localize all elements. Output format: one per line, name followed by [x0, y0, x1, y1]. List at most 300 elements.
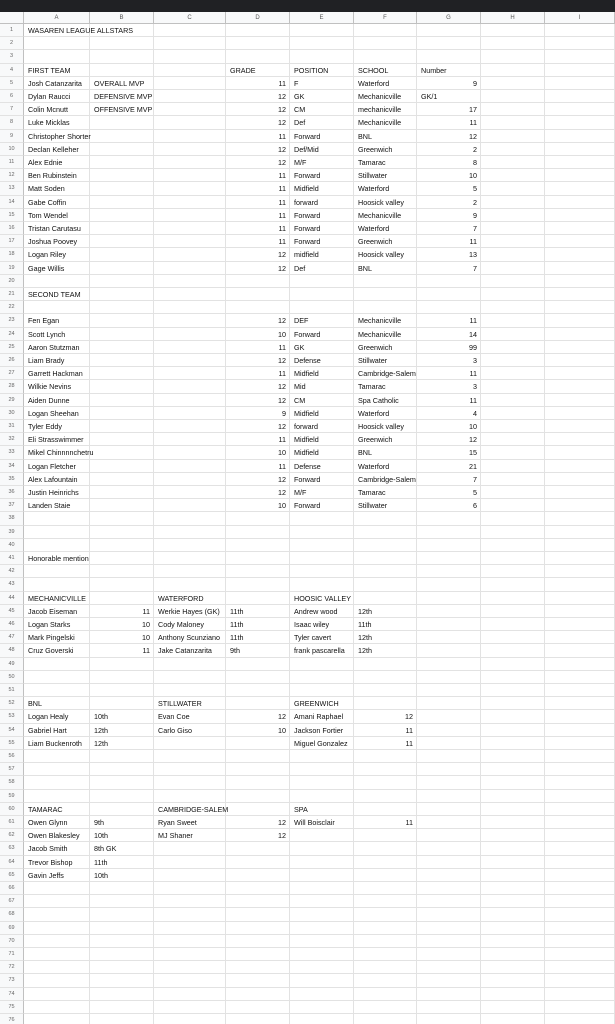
- row-header[interactable]: 14: [0, 196, 24, 209]
- row-header[interactable]: 67: [0, 895, 24, 908]
- cell-e30[interactable]: Midfield: [294, 408, 319, 418]
- cell-g6[interactable]: GK/1: [421, 92, 438, 101]
- cell-a12[interactable]: Ben Rubinstein: [28, 171, 77, 181]
- row-header[interactable]: 7: [0, 103, 24, 116]
- row-header[interactable]: 43: [0, 578, 24, 591]
- cell-c44[interactable]: WATERFORD: [158, 593, 204, 603]
- cell-b46[interactable]: 10: [142, 620, 150, 629]
- cell-c61[interactable]: Ryan Sweet: [158, 818, 197, 827]
- grid-row[interactable]: [24, 262, 615, 275]
- cell-g17[interactable]: 11: [469, 237, 477, 247]
- grid-row[interactable]: [24, 248, 615, 261]
- grid-row[interactable]: [24, 935, 615, 948]
- cell-g30[interactable]: 4: [473, 408, 477, 418]
- grid-row[interactable]: [24, 552, 615, 565]
- cell-d16[interactable]: 11: [278, 224, 286, 233]
- cell-a29[interactable]: Aiden Dunne: [28, 395, 70, 405]
- cell-b54[interactable]: 12th: [94, 725, 108, 735]
- row-header[interactable]: 45: [0, 605, 24, 618]
- grid-row[interactable]: [24, 974, 615, 987]
- cell-d23[interactable]: 12: [278, 316, 286, 326]
- grid-row[interactable]: [24, 539, 615, 552]
- cell-e17[interactable]: Forward: [294, 237, 321, 247]
- cell-f18[interactable]: Hoosick valley: [358, 250, 404, 260]
- row-header[interactable]: 38: [0, 512, 24, 525]
- cell-f28[interactable]: Tamarac: [358, 382, 386, 392]
- cell-d31[interactable]: 12: [278, 422, 286, 431]
- row-header[interactable]: 46: [0, 618, 24, 631]
- column-header-f[interactable]: F: [354, 12, 417, 24]
- row-header[interactable]: 39: [0, 526, 24, 539]
- row-header[interactable]: 19: [0, 262, 24, 275]
- cell-a13[interactable]: Matt Soden: [28, 184, 65, 194]
- cell-e31[interactable]: forward: [294, 422, 318, 431]
- cell-d36[interactable]: 12: [278, 488, 286, 497]
- cell-a1[interactable]: WASAREN LEAGUE ALLSTARS: [28, 26, 134, 35]
- cell-d62[interactable]: 12: [278, 831, 286, 841]
- cell-b64[interactable]: 11th: [94, 857, 108, 867]
- row-header[interactable]: 13: [0, 182, 24, 195]
- cell-g25[interactable]: 99: [469, 342, 477, 352]
- row-header[interactable]: 64: [0, 856, 24, 869]
- cell-f27[interactable]: Cambridge-Salem: [358, 369, 416, 379]
- grid-row[interactable]: [24, 803, 615, 816]
- cell-a30[interactable]: Logan Sheehan: [28, 408, 79, 418]
- cell-d47[interactable]: 11th: [230, 633, 244, 643]
- cell-e6[interactable]: GK: [294, 92, 305, 101]
- cell-d46[interactable]: 11th: [230, 620, 244, 629]
- cell-a17[interactable]: Joshua Poovey: [28, 237, 78, 247]
- cell-c48[interactable]: Jake Catanzarita: [158, 646, 212, 656]
- cell-e53[interactable]: Amani Raphael: [294, 712, 344, 722]
- row-header[interactable]: 29: [0, 394, 24, 407]
- cell-b47[interactable]: 10: [142, 633, 150, 643]
- row-header[interactable]: 74: [0, 988, 24, 1001]
- cell-d27[interactable]: 11: [278, 369, 286, 379]
- cell-b55[interactable]: 12th: [94, 738, 108, 748]
- cell-f11[interactable]: Tamarac: [358, 158, 386, 167]
- row-header[interactable]: 36: [0, 486, 24, 499]
- row-header[interactable]: 25: [0, 341, 24, 354]
- cell-a5[interactable]: Josh Catanzarita: [28, 78, 82, 88]
- column-header-a[interactable]: A: [24, 12, 90, 24]
- cell-f12[interactable]: Stillwater: [358, 171, 388, 181]
- cell-e10[interactable]: Def/Mid: [294, 144, 319, 154]
- row-header[interactable]: 47: [0, 631, 24, 644]
- row-header[interactable]: 53: [0, 710, 24, 723]
- cell-a45[interactable]: Jacob Eiseman: [28, 606, 78, 616]
- cell-g8[interactable]: 11: [469, 118, 477, 128]
- grid-row[interactable]: [24, 578, 615, 591]
- row-header[interactable]: 1: [0, 24, 24, 37]
- cell-f24[interactable]: Mechanicville: [358, 329, 402, 339]
- cell-a64[interactable]: Trevor Bishop: [28, 857, 73, 867]
- cell-d5[interactable]: 11: [278, 78, 286, 88]
- cell-f23[interactable]: Mechanicville: [358, 316, 402, 326]
- cell-f30[interactable]: Waterford: [358, 408, 390, 418]
- row-header[interactable]: 31: [0, 420, 24, 433]
- cell-g26[interactable]: 3: [473, 356, 477, 365]
- cell-a16[interactable]: Tristan Carutasu: [28, 224, 81, 233]
- row-header[interactable]: 21: [0, 288, 24, 301]
- grid-row[interactable]: [24, 776, 615, 789]
- cell-d48[interactable]: 9th: [230, 646, 240, 656]
- column-header-g[interactable]: G: [417, 12, 481, 24]
- cell-d29[interactable]: 12: [278, 395, 286, 405]
- row-header[interactable]: 54: [0, 724, 24, 737]
- row-header[interactable]: 70: [0, 935, 24, 948]
- cell-b53[interactable]: 10th: [94, 712, 108, 722]
- grid-row[interactable]: [24, 922, 615, 935]
- cell-e5[interactable]: F: [294, 78, 299, 88]
- cell-f54[interactable]: 11: [405, 725, 413, 735]
- cell-g23[interactable]: 11: [469, 316, 477, 326]
- grid-row[interactable]: [24, 341, 615, 354]
- grid-row[interactable]: [24, 182, 615, 195]
- row-header[interactable]: 71: [0, 948, 24, 961]
- row-header[interactable]: 73: [0, 974, 24, 987]
- cell-a24[interactable]: Scott Lynch: [28, 329, 66, 339]
- cell-b65[interactable]: 10th: [94, 870, 108, 880]
- cell-g15[interactable]: 9: [473, 210, 477, 220]
- cell-f35[interactable]: Cambridge-Salem: [358, 474, 416, 484]
- grid-row[interactable]: [24, 314, 615, 327]
- row-header[interactable]: 33: [0, 446, 24, 459]
- cell-e18[interactable]: midfield: [294, 250, 319, 260]
- cell-a34[interactable]: Logan Fletcher: [28, 461, 76, 471]
- row-header[interactable]: 18: [0, 248, 24, 261]
- grid-row[interactable]: [24, 433, 615, 446]
- cell-c62[interactable]: MJ Shaner: [158, 831, 193, 841]
- cell-b7[interactable]: OFFENSIVE MVP: [94, 105, 153, 115]
- cell-f46[interactable]: 11th: [358, 620, 372, 629]
- row-header[interactable]: 6: [0, 90, 24, 103]
- cell-e23[interactable]: DEF: [294, 316, 309, 326]
- row-header[interactable]: 17: [0, 235, 24, 248]
- cell-e26[interactable]: Defense: [294, 356, 321, 365]
- cell-d54[interactable]: 10: [278, 725, 286, 735]
- cell-d14[interactable]: 11: [278, 197, 286, 207]
- cell-f61[interactable]: 11: [405, 818, 413, 827]
- grid-row[interactable]: [24, 37, 615, 50]
- cell-g35[interactable]: 7: [473, 474, 477, 484]
- cell-d18[interactable]: 12: [278, 250, 286, 260]
- cell-e25[interactable]: GK: [294, 342, 305, 352]
- grid-row[interactable]: [24, 196, 615, 209]
- row-header[interactable]: 59: [0, 790, 24, 803]
- grid-row[interactable]: [24, 156, 615, 169]
- cell-a9[interactable]: Christopher Shorter: [28, 131, 91, 141]
- cell-g7[interactable]: 17: [469, 105, 477, 115]
- grid-row[interactable]: [24, 671, 615, 684]
- cell-e19[interactable]: Def: [294, 263, 306, 273]
- row-header[interactable]: 48: [0, 644, 24, 657]
- grid-row[interactable]: [24, 275, 615, 288]
- grid-row[interactable]: [24, 763, 615, 776]
- row-header[interactable]: 27: [0, 367, 24, 380]
- cell-e7[interactable]: CM: [294, 105, 306, 115]
- cell-a33[interactable]: Mikel Chinnnnchetru: [28, 448, 94, 458]
- grid-row[interactable]: [24, 367, 615, 380]
- cell-a37[interactable]: Landen Staie: [28, 501, 71, 511]
- cell-e32[interactable]: Midfield: [294, 435, 319, 445]
- cell-e48[interactable]: frank pascarella: [294, 646, 345, 656]
- row-header[interactable]: 62: [0, 829, 24, 842]
- row-header[interactable]: 68: [0, 908, 24, 921]
- cell-a47[interactable]: Mark Pingelski: [28, 633, 75, 643]
- cell-e15[interactable]: Forward: [294, 210, 321, 220]
- cell-a19[interactable]: Gage Willis: [28, 263, 65, 273]
- row-header[interactable]: 11: [0, 156, 24, 169]
- cell-a7[interactable]: Colin Mcnutt: [28, 105, 68, 115]
- cell-g19[interactable]: 7: [473, 263, 477, 273]
- cell-a18[interactable]: Logan Riley: [28, 250, 66, 260]
- cell-g36[interactable]: 5: [473, 488, 477, 497]
- cell-b48[interactable]: 11: [142, 646, 150, 656]
- cell-f17[interactable]: Greenwich: [358, 237, 393, 247]
- cell-d8[interactable]: 12: [278, 118, 286, 128]
- cell-b5[interactable]: OVERALL MVP: [94, 78, 145, 88]
- row-header[interactable]: 24: [0, 328, 24, 341]
- row-header[interactable]: 35: [0, 473, 24, 486]
- cell-e35[interactable]: Forward: [294, 474, 321, 484]
- grid-row[interactable]: [24, 829, 615, 842]
- cell-a41[interactable]: Honorable mention: [28, 554, 89, 563]
- grid-row[interactable]: [24, 526, 615, 539]
- cell-f14[interactable]: Hoosick valley: [358, 197, 404, 207]
- row-header[interactable]: 8: [0, 116, 24, 129]
- cell-f33[interactable]: BNL: [358, 448, 372, 458]
- grid-row[interactable]: [24, 882, 615, 895]
- grid-row[interactable]: [24, 1001, 615, 1014]
- cell-a27[interactable]: Garrett Hackman: [28, 369, 83, 379]
- cell-f16[interactable]: Waterford: [358, 224, 390, 233]
- cell-e61[interactable]: Will Boisclair: [294, 818, 335, 827]
- cell-d35[interactable]: 12: [278, 474, 286, 484]
- row-header[interactable]: 50: [0, 671, 24, 684]
- cell-f25[interactable]: Greenwich: [358, 342, 393, 352]
- cell-e37[interactable]: Forward: [294, 501, 321, 511]
- row-header[interactable]: 3: [0, 50, 24, 63]
- grid-row[interactable]: [24, 908, 615, 921]
- cell-a21[interactable]: SECOND TEAM: [28, 290, 81, 299]
- cell-f34[interactable]: Waterford: [358, 461, 390, 471]
- cell-g34[interactable]: 21: [469, 461, 477, 471]
- cell-a36[interactable]: Justin Heinrichs: [28, 488, 79, 497]
- grid-row[interactable]: [24, 486, 615, 499]
- cell-c54[interactable]: Carlo Giso: [158, 725, 192, 735]
- row-header[interactable]: 40: [0, 539, 24, 552]
- cell-a8[interactable]: Luke Micklas: [28, 118, 70, 128]
- cell-f7[interactable]: mechanicville: [358, 105, 402, 115]
- cell-b45[interactable]: 11: [142, 606, 150, 616]
- cell-a65[interactable]: Gavin Jeffs: [28, 870, 64, 880]
- cell-d10[interactable]: 12: [278, 144, 286, 154]
- cell-g11[interactable]: 8: [473, 158, 477, 167]
- cell-e11[interactable]: M/F: [294, 158, 307, 167]
- row-header[interactable]: 60: [0, 803, 24, 816]
- row-header[interactable]: 28: [0, 380, 24, 393]
- cell-a62[interactable]: Owen Blakesley: [28, 831, 80, 841]
- cell-c45[interactable]: Werkie Hayes (GK): [158, 606, 220, 616]
- row-header[interactable]: 4: [0, 64, 24, 77]
- cell-a35[interactable]: Alex Lafountain: [28, 474, 78, 484]
- row-header[interactable]: 20: [0, 275, 24, 288]
- cell-g9[interactable]: 12: [469, 131, 477, 141]
- cell-e24[interactable]: Forward: [294, 329, 321, 339]
- cell-g31[interactable]: 10: [469, 422, 477, 431]
- cell-g29[interactable]: 11: [469, 395, 477, 405]
- cell-a44[interactable]: MECHANICVILLE: [28, 593, 86, 603]
- grid-row[interactable]: [24, 750, 615, 763]
- row-header[interactable]: 26: [0, 354, 24, 367]
- cell-d11[interactable]: 12: [278, 158, 286, 167]
- grid-row[interactable]: [24, 407, 615, 420]
- cell-e52[interactable]: GREENWICH: [294, 699, 339, 709]
- cell-f29[interactable]: Spa Catholic: [358, 395, 399, 405]
- row-header[interactable]: 52: [0, 697, 24, 710]
- cell-g14[interactable]: 2: [473, 197, 477, 207]
- cell-f32[interactable]: Greenwich: [358, 435, 393, 445]
- cell-e33[interactable]: Midfield: [294, 448, 319, 458]
- cell-a53[interactable]: Logan Healy: [28, 712, 69, 722]
- cell-e34[interactable]: Defense: [294, 461, 321, 471]
- cell-d45[interactable]: 11th: [230, 606, 244, 616]
- grid-row[interactable]: [24, 869, 615, 882]
- cell-b63[interactable]: 8th GK: [94, 844, 117, 854]
- cell-g4[interactable]: Number: [421, 65, 447, 75]
- cell-d25[interactable]: 11: [278, 342, 286, 352]
- row-header[interactable]: 16: [0, 222, 24, 235]
- cell-d26[interactable]: 12: [278, 356, 286, 365]
- cell-e16[interactable]: Forward: [294, 224, 321, 233]
- cell-b6[interactable]: DEFENSIVE MVP: [94, 92, 153, 101]
- grid-row[interactable]: [24, 948, 615, 961]
- cell-c60[interactable]: CAMBRIDGE-SALEM: [158, 804, 229, 814]
- cell-f47[interactable]: 12th: [358, 633, 372, 643]
- cell-g10[interactable]: 2: [473, 144, 477, 154]
- cell-e60[interactable]: SPA: [294, 804, 308, 814]
- row-header[interactable]: 9: [0, 130, 24, 143]
- row-header[interactable]: 57: [0, 763, 24, 776]
- cell-g37[interactable]: 6: [473, 501, 477, 511]
- cell-d19[interactable]: 12: [278, 263, 286, 273]
- row-header[interactable]: 41: [0, 552, 24, 565]
- cell-g27[interactable]: 11: [469, 369, 477, 379]
- row-header[interactable]: 61: [0, 816, 24, 829]
- cell-f53[interactable]: 12: [405, 712, 413, 722]
- grid-row[interactable]: [24, 961, 615, 974]
- cell-f6[interactable]: Mechanicville: [358, 92, 402, 101]
- row-header[interactable]: 63: [0, 842, 24, 855]
- grid-row[interactable]: [24, 446, 615, 459]
- grid-row[interactable]: [24, 143, 615, 156]
- row-header[interactable]: 15: [0, 209, 24, 222]
- cell-g12[interactable]: 10: [469, 171, 477, 181]
- cell-a60[interactable]: TAMARAC: [28, 804, 63, 814]
- cell-a55[interactable]: Liam Buckenroth: [28, 738, 82, 748]
- cell-f36[interactable]: Tamarac: [358, 488, 386, 497]
- cell-a28[interactable]: Wilkie Nevins: [28, 382, 72, 392]
- column-header-c[interactable]: C: [154, 12, 226, 24]
- cell-d61[interactable]: 12: [278, 818, 286, 827]
- column-header-d[interactable]: D: [226, 12, 290, 24]
- cell-d13[interactable]: 11: [278, 184, 286, 194]
- cell-d32[interactable]: 11: [278, 435, 286, 445]
- row-header[interactable]: 51: [0, 684, 24, 697]
- cell-a48[interactable]: Cruz Goverski: [28, 646, 74, 656]
- cell-f4[interactable]: SCHOOL: [358, 65, 389, 75]
- cell-f45[interactable]: 12th: [358, 606, 372, 616]
- cell-f19[interactable]: BNL: [358, 263, 372, 273]
- cell-e44[interactable]: HOOSIC VALLEY: [294, 593, 351, 603]
- cell-a31[interactable]: Tyler Eddy: [28, 422, 62, 431]
- cell-e46[interactable]: Isaac wiley: [294, 620, 330, 629]
- cell-a61[interactable]: Owen Glynn: [28, 818, 68, 827]
- cell-d6[interactable]: 12: [278, 92, 286, 101]
- cell-b61[interactable]: 9th: [94, 818, 104, 827]
- grid-row[interactable]: [24, 116, 615, 129]
- row-header[interactable]: 58: [0, 776, 24, 789]
- grid-row[interactable]: [24, 380, 615, 393]
- cell-g16[interactable]: 7: [473, 224, 477, 233]
- cell-d30[interactable]: 9: [282, 408, 286, 418]
- cell-e9[interactable]: Forward: [294, 131, 321, 141]
- cell-e4[interactable]: POSITION: [294, 65, 329, 75]
- row-header[interactable]: 44: [0, 592, 24, 605]
- cell-e13[interactable]: Midfield: [294, 184, 319, 194]
- row-header[interactable]: 12: [0, 169, 24, 182]
- cell-c53[interactable]: Evan Coe: [158, 712, 190, 722]
- cell-f55[interactable]: 11: [405, 738, 413, 748]
- cell-a14[interactable]: Gabe Coffin: [28, 197, 67, 207]
- cell-f10[interactable]: Greenwich: [358, 144, 393, 154]
- cell-a15[interactable]: Tom Wendel: [28, 210, 68, 220]
- cell-d28[interactable]: 12: [278, 382, 286, 392]
- grid-row[interactable]: [24, 420, 615, 433]
- cell-d53[interactable]: 12: [278, 712, 286, 722]
- cell-f9[interactable]: BNL: [358, 131, 372, 141]
- cell-f5[interactable]: Waterford: [358, 78, 390, 88]
- cell-e47[interactable]: Tyler cavert: [294, 633, 332, 643]
- grid-row[interactable]: [24, 512, 615, 525]
- cell-f31[interactable]: Hoosick valley: [358, 422, 404, 431]
- cell-f26[interactable]: Stillwater: [358, 356, 388, 365]
- cell-a10[interactable]: Declan Kelleher: [28, 144, 79, 154]
- cell-d17[interactable]: 11: [278, 237, 286, 247]
- row-header[interactable]: 65: [0, 869, 24, 882]
- column-header-h[interactable]: H: [481, 12, 545, 24]
- cell-a52[interactable]: BNL: [28, 699, 42, 709]
- cell-g28[interactable]: 3: [473, 382, 477, 392]
- cell-e8[interactable]: Def: [294, 118, 306, 128]
- cell-a23[interactable]: Fen Egan: [28, 316, 60, 326]
- cell-a32[interactable]: Eli Strasswimmer: [28, 435, 84, 445]
- cell-e28[interactable]: Mid: [294, 382, 306, 392]
- spreadsheet-grid[interactable]: [0, 12, 615, 1024]
- cell-a26[interactable]: Liam Brady: [28, 356, 65, 365]
- row-header[interactable]: 75: [0, 1001, 24, 1014]
- cell-a25[interactable]: Aaron Stutzman: [28, 342, 80, 352]
- cell-f37[interactable]: Stillwater: [358, 501, 388, 511]
- cell-d4[interactable]: GRADE: [230, 65, 256, 75]
- row-header[interactable]: 32: [0, 433, 24, 446]
- row-header[interactable]: 5: [0, 77, 24, 90]
- grid-row[interactable]: [24, 895, 615, 908]
- row-header[interactable]: 10: [0, 143, 24, 156]
- cell-a54[interactable]: Gabriel Hart: [28, 725, 67, 735]
- cell-e55[interactable]: Miguel Gonzalez: [294, 738, 348, 748]
